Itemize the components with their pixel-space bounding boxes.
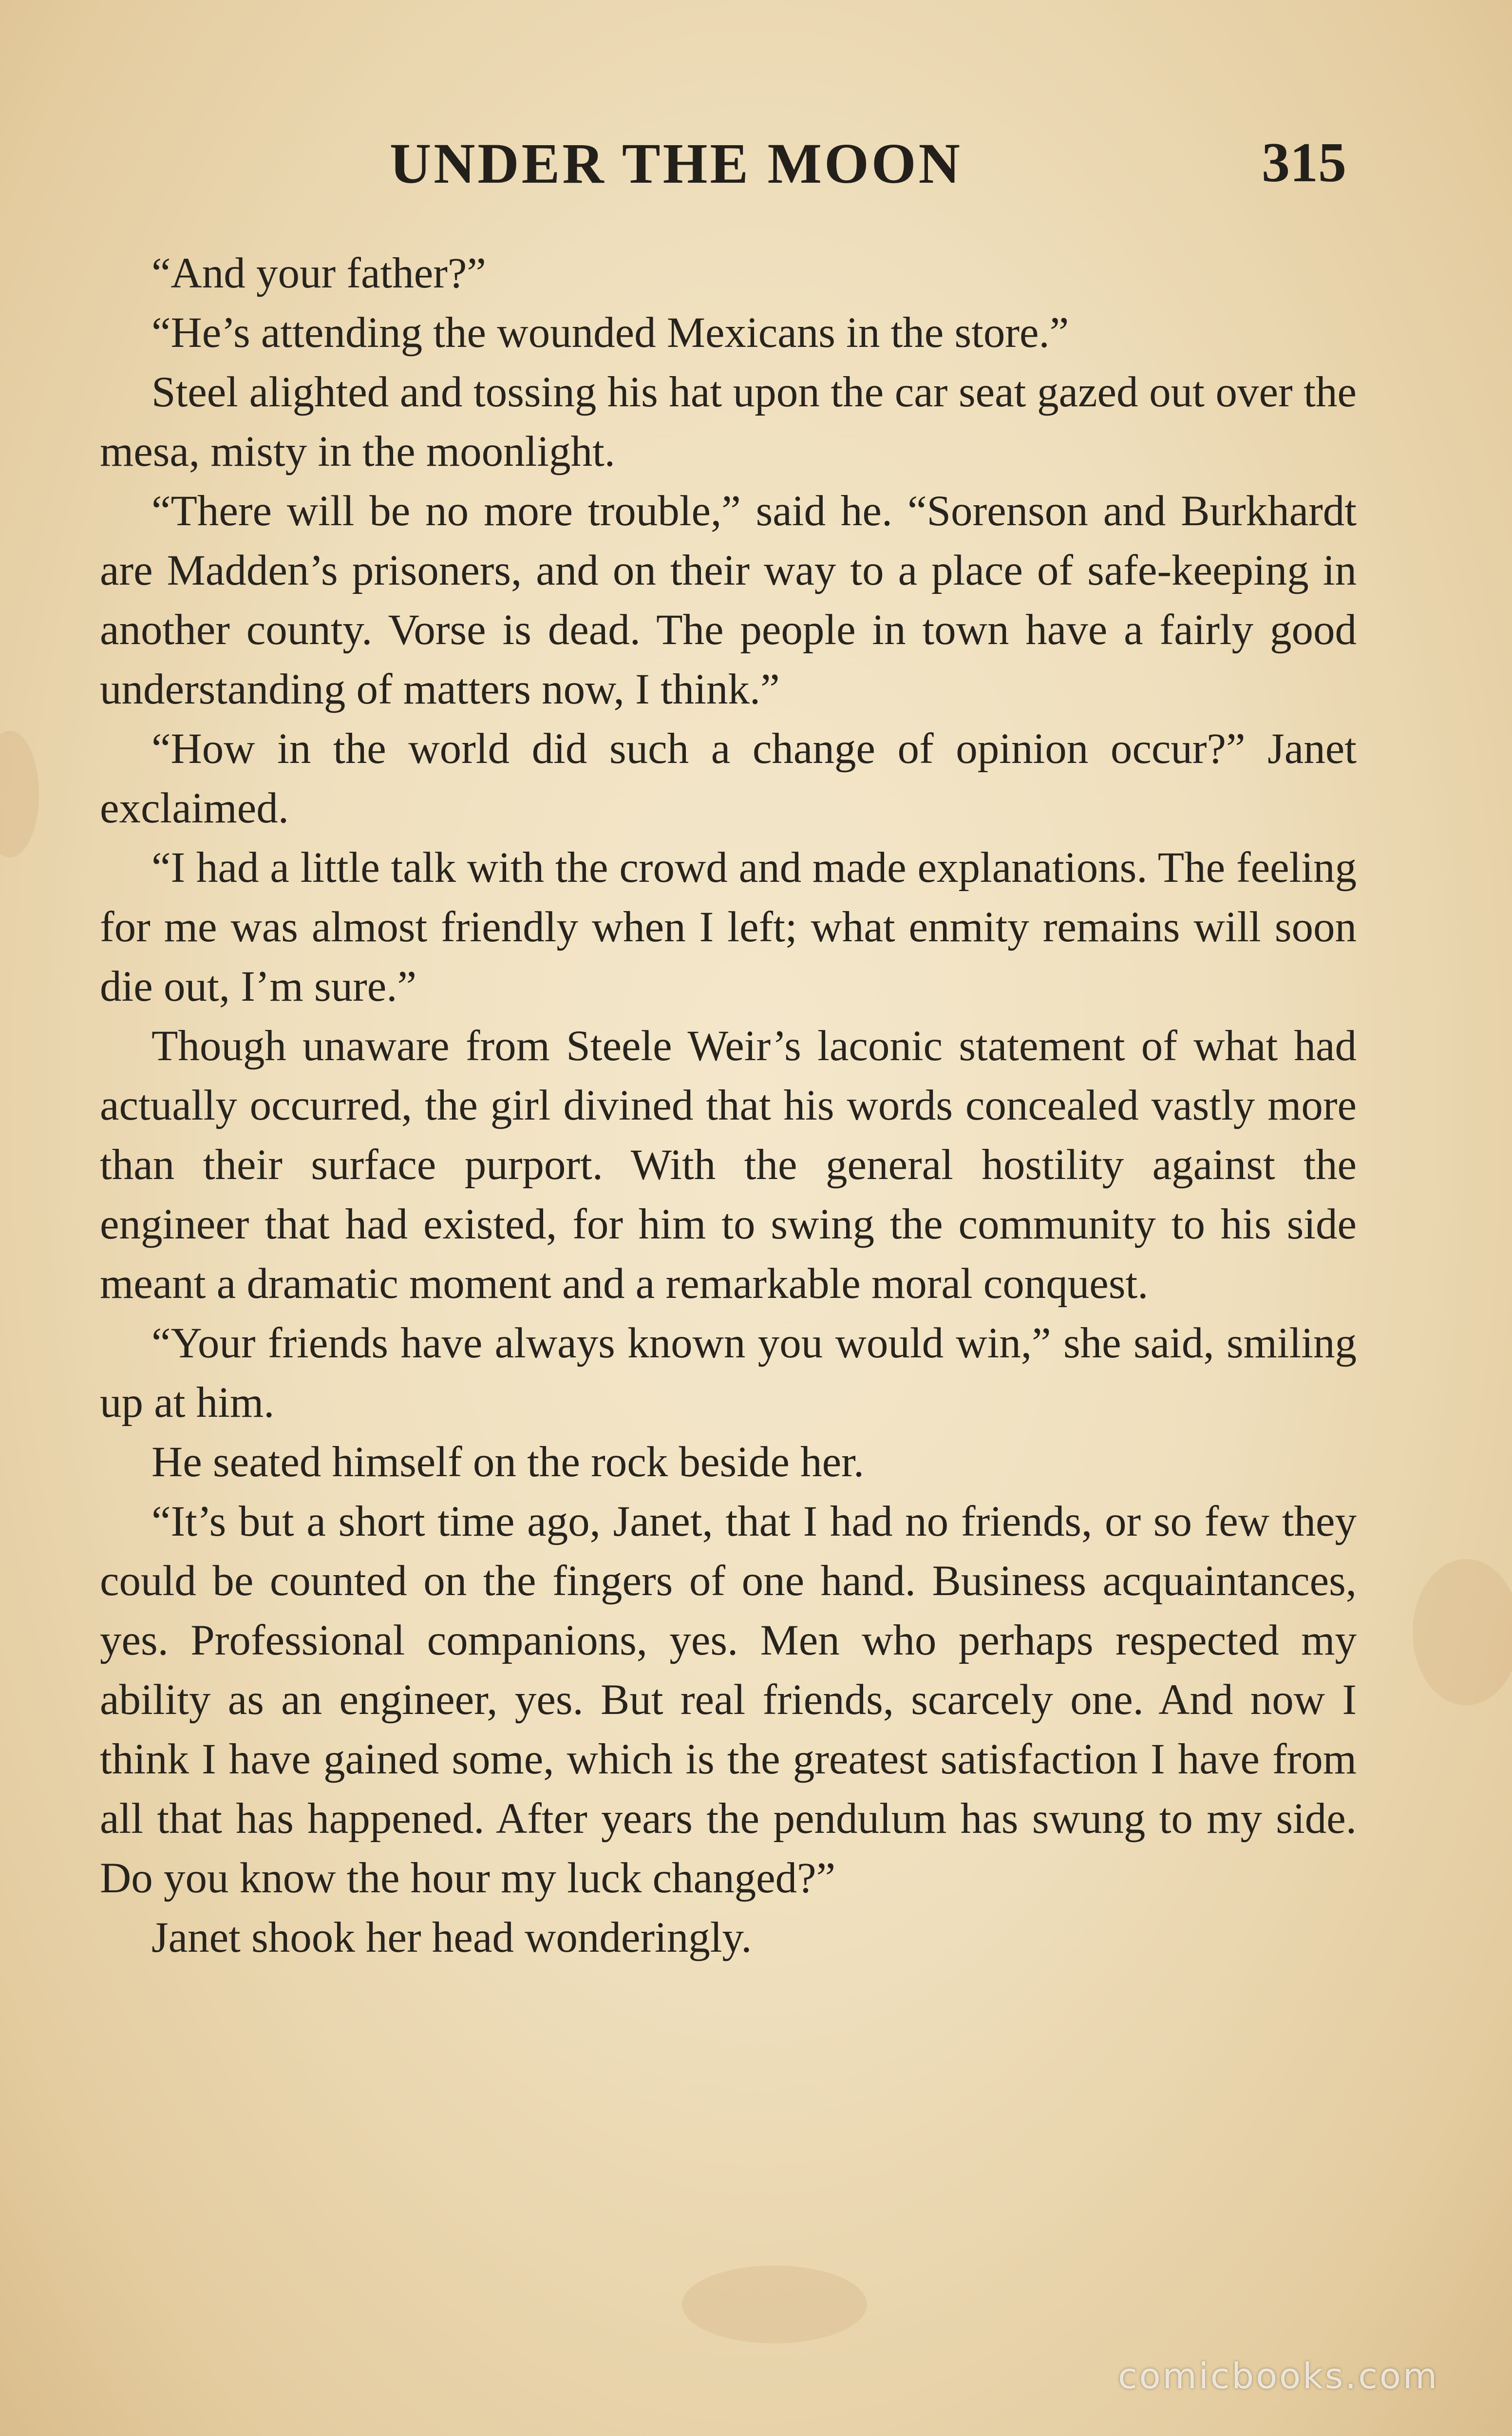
page-number: 315 xyxy=(1262,132,1346,194)
paragraph: Janet shook her head wonderingly. xyxy=(151,1914,752,1961)
page-header xyxy=(0,131,1512,199)
paragraph: “There will be no more trouble,” said he. “Sorenson and Burkhardt are Madden’s prisoners, and on their way to a place of safe-keeping in another county. Vorse is dead. The people in town have a fairly good understanding of matters now, I think.” xyxy=(100,487,1357,713)
paragraph: Though unaware from Steele Weir’s laconic statement of what had actually occurred, the girl divined that his words concealed vastly more than their surface purport. With the general hostility against the engineer that had existed, for him to swing the community to his side meant a dramatic moment and a remarkable moral conquest. xyxy=(100,1022,1357,1308)
paragraph: Steel alighted and tossing his hat upon the car seat gazed out over the mesa, misty in the moonlight. xyxy=(100,368,1357,476)
paragraph: “He’s attending the wounded Mexicans in the store.” xyxy=(151,309,1069,357)
paragraph: “I had a little talk with the crowd and made explanations. The feeling for me was almost friendly when I left; what enmity remains will soon die out, I’m sure.” xyxy=(100,844,1357,1010)
running-title: UNDER THE MOON xyxy=(390,132,963,195)
paper-stain xyxy=(0,731,39,857)
paragraph: “Your friends have always known you would win,” she said, smiling up at him. xyxy=(100,1319,1357,1427)
paper-stain xyxy=(682,2265,867,2343)
paper-stain xyxy=(1413,1559,1512,1705)
paragraph: He seated himself on the rock beside her. xyxy=(151,1438,865,1486)
paragraph: “And your father?” xyxy=(151,249,486,297)
paragraph: “How in the world did such a change of opinion occur?” Janet exclaimed. xyxy=(100,725,1357,832)
body-text xyxy=(100,244,1357,1967)
paragraph: “It’s but a short time ago, Janet, that I had no friends, or so few they could be counted on the fingers of one hand. Business acquaintances, yes. Professional companions, yes. Men who perhaps respected my ability as an engineer, yes. But real friends, scarcely one. And now I think I have gained some, which is the greatest satisfaction I have from all that has happened. After years the pendulum has swung to my side. Do you know the hour my luck changed?” xyxy=(100,1498,1357,1902)
watermark: comicbooks.com xyxy=(1118,2356,1439,2397)
